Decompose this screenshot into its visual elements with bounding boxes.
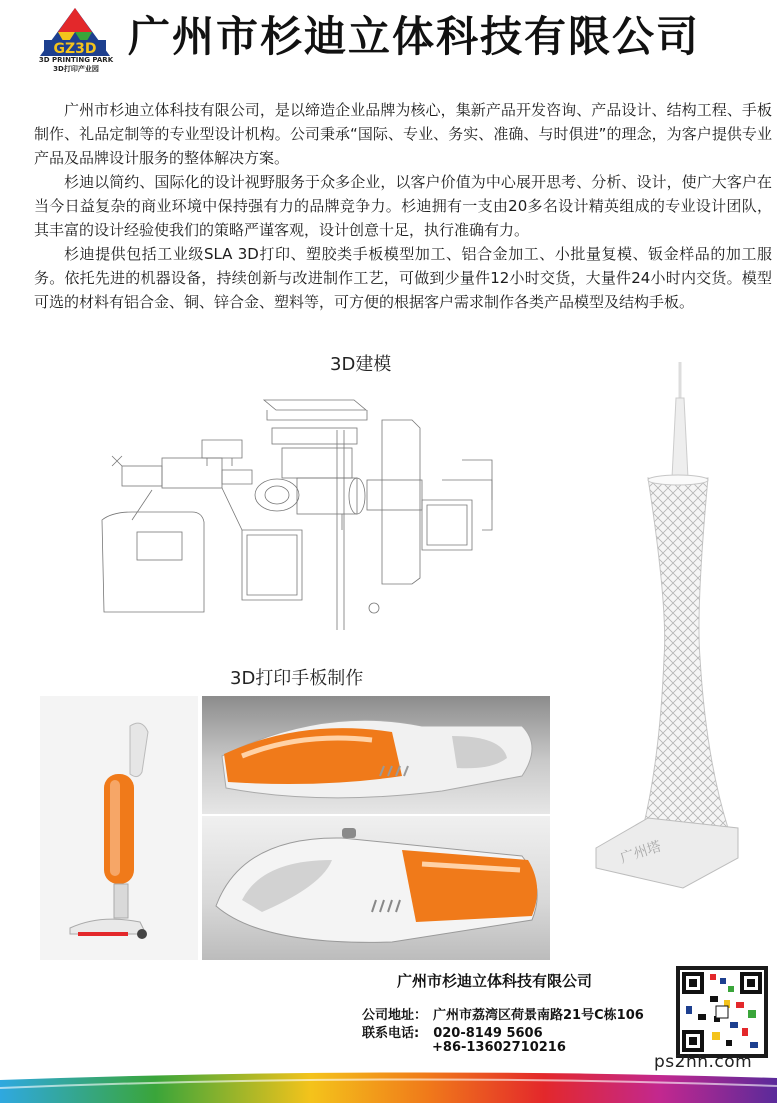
cad-exploded-drawing <box>82 380 512 640</box>
footer-company-name: 广州市杉迪立体科技有限公司 <box>397 972 593 990</box>
handheld-vacuum-photo-top <box>202 696 550 814</box>
logo-mark-text: GZ3D <box>53 41 97 57</box>
logo-sub-cn: 3D打印产业园 <box>53 65 99 73</box>
address-label: 公司地址： <box>362 1008 428 1023</box>
qr-code <box>676 966 768 1058</box>
footer-address <box>362 1004 644 1023</box>
footer-phone <box>362 1022 543 1041</box>
phone-value-1: 020-8149 5606 <box>433 1026 543 1041</box>
phone-label: 联系电话: <box>362 1026 420 1041</box>
logo-subtitle <box>30 56 122 74</box>
section-label-modeling: 3D建模 <box>330 354 392 375</box>
page-title: 广州市杉迪立体科技有限公司 <box>128 12 701 61</box>
tower-base-text: 广州塔 <box>618 838 664 867</box>
phone-value-2: +86-13602710216 <box>432 1040 566 1055</box>
intro-text <box>34 98 772 314</box>
logo-sub-en: 3D PRINTING PARK <box>38 56 114 64</box>
intro-paragraph-1: 广州市杉迪立体科技有限公司，是以缔造企业品牌为核心，集新产品开发咨询、产品设计、结构工程、手板制作、礼品定制等的专业型设计机构。公司秉承“国际、专业、务实、准确、与时俱进”的理念，为客户提供专业产品及品牌设计服务的整体解决方案。 <box>34 101 772 167</box>
address-value: 广州市荔湾区荷景南路21号C栋106 <box>433 1008 644 1023</box>
canton-tower-model <box>588 358 748 898</box>
stick-vacuum-photo <box>40 696 198 960</box>
handheld-vacuum-photo-bottom <box>202 816 550 960</box>
intro-paragraph-3: 杉迪提供包括工业级SLA 3D打印、塑胶类手板模型加工、铝合金加工、小批量复模、钣金样品的加工服务。依托先进的机器设备，持续创新与改进制作工艺，可做到少量件12小时交货，大量件24小时内交货。模型可选的材料有铝合金、铜、锌合金、塑料等，可方便的根据客户需求制作各类产品模型及结构手板。 <box>34 245 772 311</box>
section-label-printing: 3D打印手板制作 <box>230 668 364 689</box>
site-watermark: ps2hh.com <box>654 1052 753 1072</box>
rainbow-footer-bar <box>0 1066 777 1103</box>
intro-paragraph-2: 杉迪以简约、国际化的设计视野服务于众多企业，以客户价值为中心展开思考、分析、设计，使广大客户在当今日益复杂的商业环境中保持强有力的品牌竞争力。杉迪拥有一支由20多名设计精英组成的专业设计团队，其丰富的设计经验使我们的策略严谨客观，设计创意十足，执行准确有力。 <box>34 173 772 239</box>
